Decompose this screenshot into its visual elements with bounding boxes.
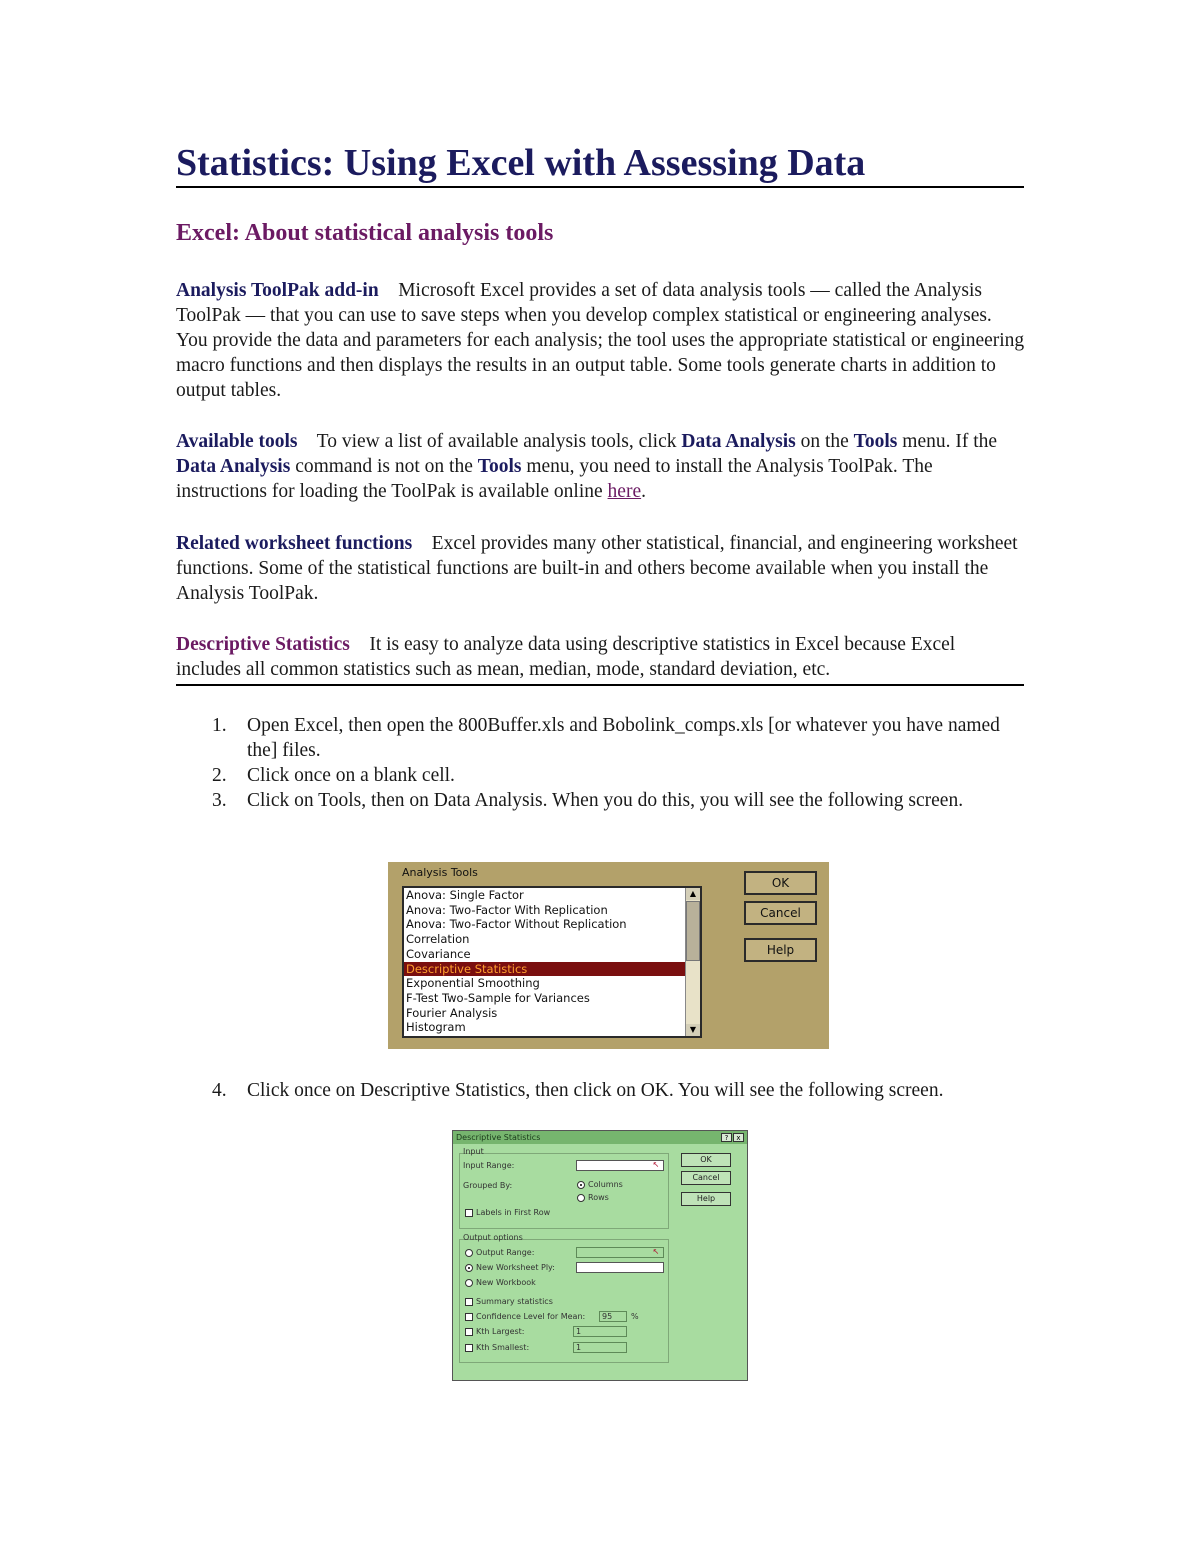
help-button[interactable]: Help (681, 1192, 731, 1206)
step-text: Click once on a blank cell. (247, 765, 455, 786)
paragraph-related-functions (176, 531, 1026, 606)
text-fragment: To view a list of available analysis tools, click (316, 431, 682, 452)
keyword-tools: Tools (477, 456, 522, 477)
paragraph-text: Excel provides many other statistical, financial, and engineering worksheet functions. Some of the statistical functions are built-in and others become available when you install the Analysis ToolPak. (176, 533, 1018, 604)
section-heading: Excel: About statistical analysis tools (176, 220, 554, 246)
percent-label: % (631, 1312, 639, 1321)
keyword-data-analysis: Data Analysis (176, 456, 291, 477)
ok-button[interactable]: OK (681, 1153, 731, 1167)
kth-largest-label: Kth Largest: (476, 1327, 525, 1336)
help-icon[interactable]: ? (721, 1133, 732, 1142)
scroll-up-icon[interactable]: ▲ (686, 888, 700, 900)
text-fragment: menu, you need to install the Analysis ToolPak. The instructions for loading the ToolPak is available online (176, 456, 933, 502)
list-item[interactable]: Anova: Two-Factor Without Replication (406, 917, 627, 932)
new-workbook-label: New Workbook (476, 1278, 536, 1287)
scroll-thumb[interactable] (686, 901, 700, 961)
help-button[interactable]: Help (744, 938, 817, 962)
ok-button[interactable]: OK (744, 871, 817, 895)
grouped-by-label: Grouped By: (463, 1181, 513, 1190)
page-title: Statistics: Using Excel with Assessing Data (176, 140, 1024, 188)
kth-smallest-field[interactable]: 1 (573, 1342, 627, 1353)
here-link[interactable]: here (607, 481, 642, 502)
lead-analysis-toolpak: Analysis ToolPak add-in (176, 280, 379, 301)
summary-statistics-label: Summary statistics (476, 1297, 553, 1306)
keyword-tools: Tools (853, 431, 898, 452)
output-range-radio[interactable] (465, 1249, 473, 1257)
list-item-selected[interactable]: Descriptive Statistics (404, 962, 700, 977)
new-worksheet-label: New Worksheet Ply: (476, 1263, 555, 1272)
columns-radio[interactable] (577, 1181, 585, 1189)
text-fragment: . (641, 481, 646, 502)
confidence-level-field[interactable]: 95 (599, 1311, 627, 1322)
kth-smallest-checkbox[interactable] (465, 1344, 473, 1352)
summary-statistics-checkbox[interactable] (465, 1298, 473, 1306)
step-text: Click on Tools, then on Data Analysis. When you do this, you will see the following screen. (247, 790, 964, 811)
input-group-label: Input (463, 1147, 484, 1156)
kth-largest-field[interactable]: 1 (573, 1326, 627, 1337)
list-item[interactable]: Correlation (406, 932, 470, 947)
paragraph-available-tools (176, 429, 1026, 504)
text-fragment: on the (795, 431, 854, 452)
output-range-label: Output Range: (476, 1248, 535, 1257)
list-item (176, 788, 1026, 813)
labels-first-row-label: Labels in First Row (476, 1208, 551, 1217)
keyword-data-analysis: Data Analysis (681, 431, 796, 452)
step-number: 2. (212, 765, 227, 786)
step-number: 4. (212, 1080, 227, 1101)
new-workbook-radio[interactable] (465, 1279, 473, 1287)
list-item[interactable]: Fourier Analysis (406, 1005, 498, 1020)
analysis-tools-label: Analysis Tools (402, 866, 478, 879)
step-number: 1. (212, 715, 227, 736)
steps-list (176, 713, 1026, 813)
rows-radio[interactable] (577, 1194, 585, 1202)
analysis-tools-list[interactable] (402, 886, 702, 1038)
list-item[interactable]: Anova: Single Factor (406, 888, 524, 902)
lead-descriptive-statistics: Descriptive Statistics (176, 634, 350, 655)
new-worksheet-field[interactable] (576, 1262, 664, 1273)
output-group-label: Output options (463, 1233, 523, 1242)
step-text: Click once on Descriptive Statistics, then click on OK. You will see the following screen. (247, 1080, 944, 1101)
range-selector-icon[interactable]: ↖ (652, 1160, 660, 1169)
lead-available-tools: Available tools (176, 431, 298, 452)
new-worksheet-radio[interactable] (465, 1264, 473, 1272)
analysis-tools-dialog (388, 862, 829, 1049)
list-item[interactable]: F-Test Two-Sample for Variances (406, 990, 590, 1005)
descriptive-statistics-dialog (452, 1130, 748, 1381)
kth-largest-checkbox[interactable] (465, 1328, 473, 1336)
list-item[interactable]: Histogram (406, 1020, 466, 1035)
kth-smallest-label: Kth Smallest: (476, 1343, 530, 1352)
paragraph-descriptive-statistics (176, 632, 1024, 686)
rows-label: Rows (588, 1193, 609, 1202)
steps-list-continued (176, 1078, 1026, 1103)
list-item (176, 713, 1026, 763)
scroll-down-icon[interactable]: ▼ (686, 1024, 700, 1036)
list-item[interactable]: Anova: Two-Factor With Replication (406, 902, 608, 917)
cancel-button[interactable]: Cancel (744, 901, 817, 925)
columns-label: Columns (588, 1180, 623, 1189)
confidence-level-label: Confidence Level for Mean: (476, 1312, 586, 1321)
lead-related-functions: Related worksheet functions (176, 533, 413, 554)
paragraph-text: It is easy to analyze data using descriptive statistics in Excel because Excel includes all common statistics such as mean, median, mode, standard deviation, etc. (176, 634, 956, 680)
list-item[interactable]: Covariance (406, 946, 471, 961)
range-selector-icon[interactable]: ↖ (652, 1247, 660, 1256)
step-text: Open Excel, then open the 800Buffer.xls and Bobolink_comps.xls [or whatever you have named the] files. (247, 715, 1000, 761)
paragraph-analysis-toolpak (176, 278, 1026, 403)
cancel-button[interactable]: Cancel (681, 1171, 731, 1185)
text-fragment: menu. If the (897, 431, 998, 452)
close-icon[interactable]: x (733, 1133, 744, 1142)
scrollbar[interactable] (685, 888, 700, 1036)
dialog-title: Descriptive Statistics (453, 1131, 747, 1144)
list-item (176, 1078, 1026, 1103)
labels-first-row-checkbox[interactable] (465, 1209, 473, 1217)
text-fragment: command is not on the (290, 456, 478, 477)
input-range-label: Input Range: (463, 1161, 515, 1170)
list-item (176, 763, 1026, 788)
paragraph-text: Microsoft Excel provides a set of data analysis tools — called the Analysis ToolPak — that you can use to save steps when you develop complex statistical or engineering analyses. You provide the data and parameters for each analysis; the tool uses the appropriate statistical or engineering macro functions and then displays the results in an output table. Some tools generate charts in addition to output tables. (176, 280, 1025, 401)
list-item[interactable]: Exponential Smoothing (406, 976, 540, 991)
confidence-level-checkbox[interactable] (465, 1313, 473, 1321)
step-number: 3. (212, 790, 227, 811)
